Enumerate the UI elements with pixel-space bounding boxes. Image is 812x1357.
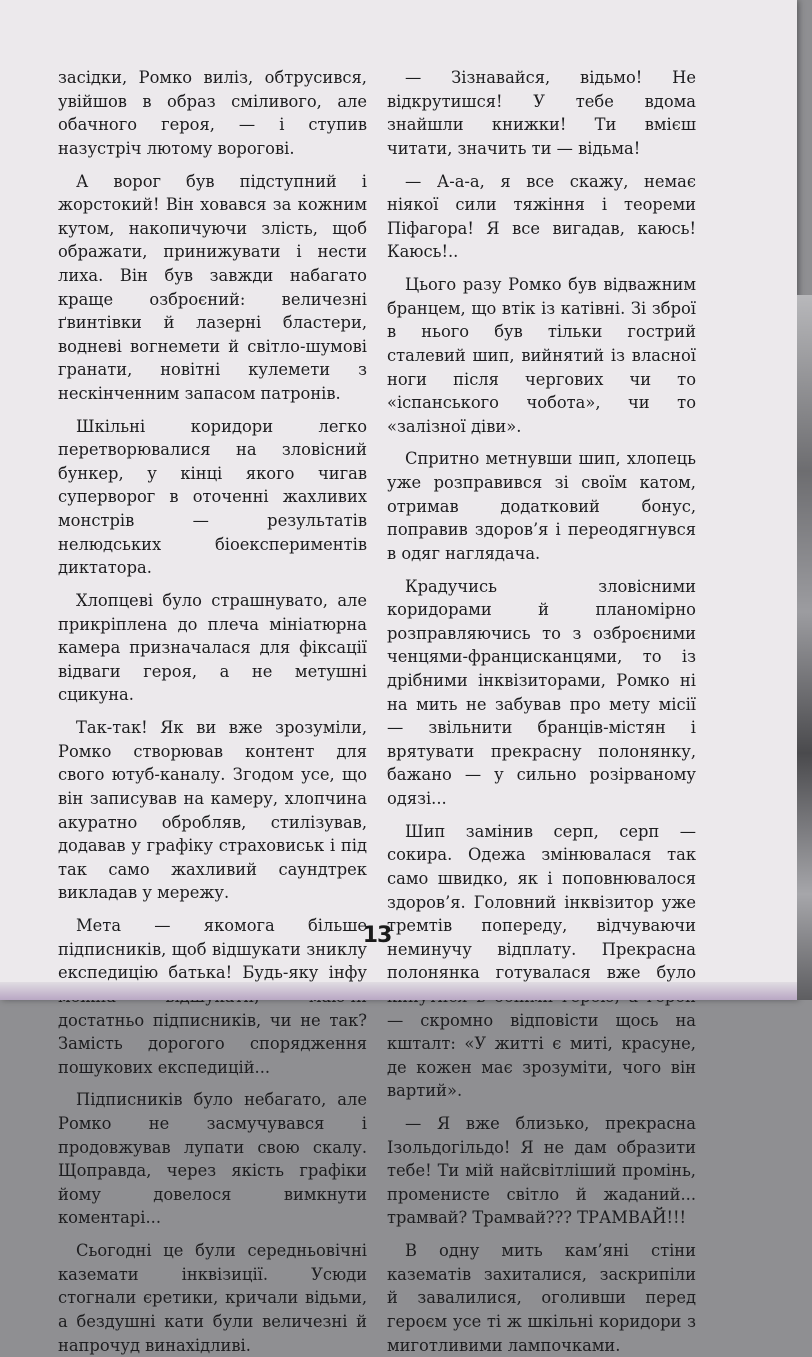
paragraph: Хлопцеві було страшнувато, але прикріплена до плеча мініатюрна камера призначалася для фіксації відваги героя, а не метушні сцикуна. bbox=[58, 591, 367, 705]
paragraph: — Зізнавайся, відьмо! Не відкрутишся! У тебе вдома знайшли книжки! Ти вмієш читати, значить ти — відьма! bbox=[387, 68, 696, 158]
paragraph: А ворог був підступний і жорстокий! Він ховався за кожним кутом, накопичуючи злість, щоб ображати, принижувати і нести лиха. Він був завжди набагато краще озброєний: величезні ґвинтівки й лазерні бластери, водневі вогнемети й світло-шумові гранати, новітні кулемети з нескінченним запасом патронів. bbox=[58, 171, 367, 403]
page-number: 13 bbox=[362, 923, 392, 948]
right-text-column bbox=[387, 66, 696, 1357]
page-bottom-edge bbox=[0, 982, 797, 1000]
paragraph: Шип замінив серп, серп — сокира. Одежа змінювалася так само швидко, як і поповнювалося здоров’я. Головний інквізитор уже тремтів попереду, відчуваючи неминучу відплату. Прекрасна полонянка готувалася вже було — скромно відповісти щось на кшталт: «У житті є миті, красуне, де кожен має зрозуміти, чого він вартий». bbox=[387, 821, 696, 1101]
paragraph: Підписників було небагато, але Ромко не засмучувався і продовжував лупати свою скалу. Щоправда, через якість графіки йому довелося вимкнути коментарі... bbox=[58, 1090, 367, 1228]
left-text-column bbox=[58, 66, 367, 1357]
paragraph: Цього разу Ромко був відважним бранцем, що втік із катівні. Зі зброї в нього був тільки гострий сталевий шип, вийнятий із власної ноги після чергових чи то «іспанського чобота», чи то «залізної діви». bbox=[387, 275, 696, 436]
paragraph: — Я вже близько, прекрасна Ізольдогільдо! Я не дам образити тебе! Ти мій найсвітліший промінь, променисте світло й жаданий... трамвай? Трамвай??? ТРАМВАЙ!!! bbox=[387, 1114, 696, 1228]
paragraph: — А-а-а, я все скажу, немає ніякої сили тяжіння і теореми Піфагора! Я все вигадав, каюсь! Каюсь!.. bbox=[387, 171, 696, 262]
paragraph: В одну мить кам’яні стіни казематів захиталися, заскрипіли й завалилися, оголивши перед героєм усе ті ж шкільні коридори з миготливими лампочками. bbox=[387, 1241, 696, 1355]
paragraph: Крадучись зловісними коридорами й планомірно розправляючись то з озброєними ченцями-францисканцями, то із дрібними інквізиторами, Ромко ні на мить не забував про мету місії — звільнити бранців-містян і врятувати прекрасну полонянку, бажано — у сильно розірваному одязі... bbox=[387, 576, 696, 808]
paragraph: Спритно метнувши шип, хлопець уже розправився зі своїм катом, отримав додатковий бонус, поправив здоров’я і переодягнувся в одяг наглядача. bbox=[387, 449, 696, 563]
paragraph: Так-так! Як ви вже зрозуміли, Ромко створював контент для свого ютуб-каналу. Згодом усе, що він записував на камеру, хлопчина акуратно обробляв, стилізував, додавав у графіку страховиськ і під так само жахливий саундтрек викладав у мережу. bbox=[58, 718, 367, 903]
paragraph: засідки, Ромко виліз, обтрусився, увійшов в образ сміливого, але обачного героя, — і ступив назустріч лютому ворогові. bbox=[58, 68, 367, 158]
paragraph: Шкільні коридори легко перетворювалися на зловісний бункер, у кінці якого чигав суперворог в оточенні жахливих монстрів — результатів нелюдських біоекспериментів диктатора. bbox=[58, 416, 367, 578]
adjacent-page-illustration bbox=[797, 295, 812, 1000]
paragraph: Сьогодні це були середньовічні каземати інквізиції. Усюди стогнали єретики, кричали відьми, а бездушні кати були величезні й напрочуд винахідливі. bbox=[58, 1241, 367, 1355]
paragraph: Мета — якомога більше підписників, щоб відшукати зниклу експедицію батька! Будь-яку інфу достатньо підписників, чи не так? Замість дорогого спорядження пошукових експедицій... bbox=[58, 916, 367, 1077]
